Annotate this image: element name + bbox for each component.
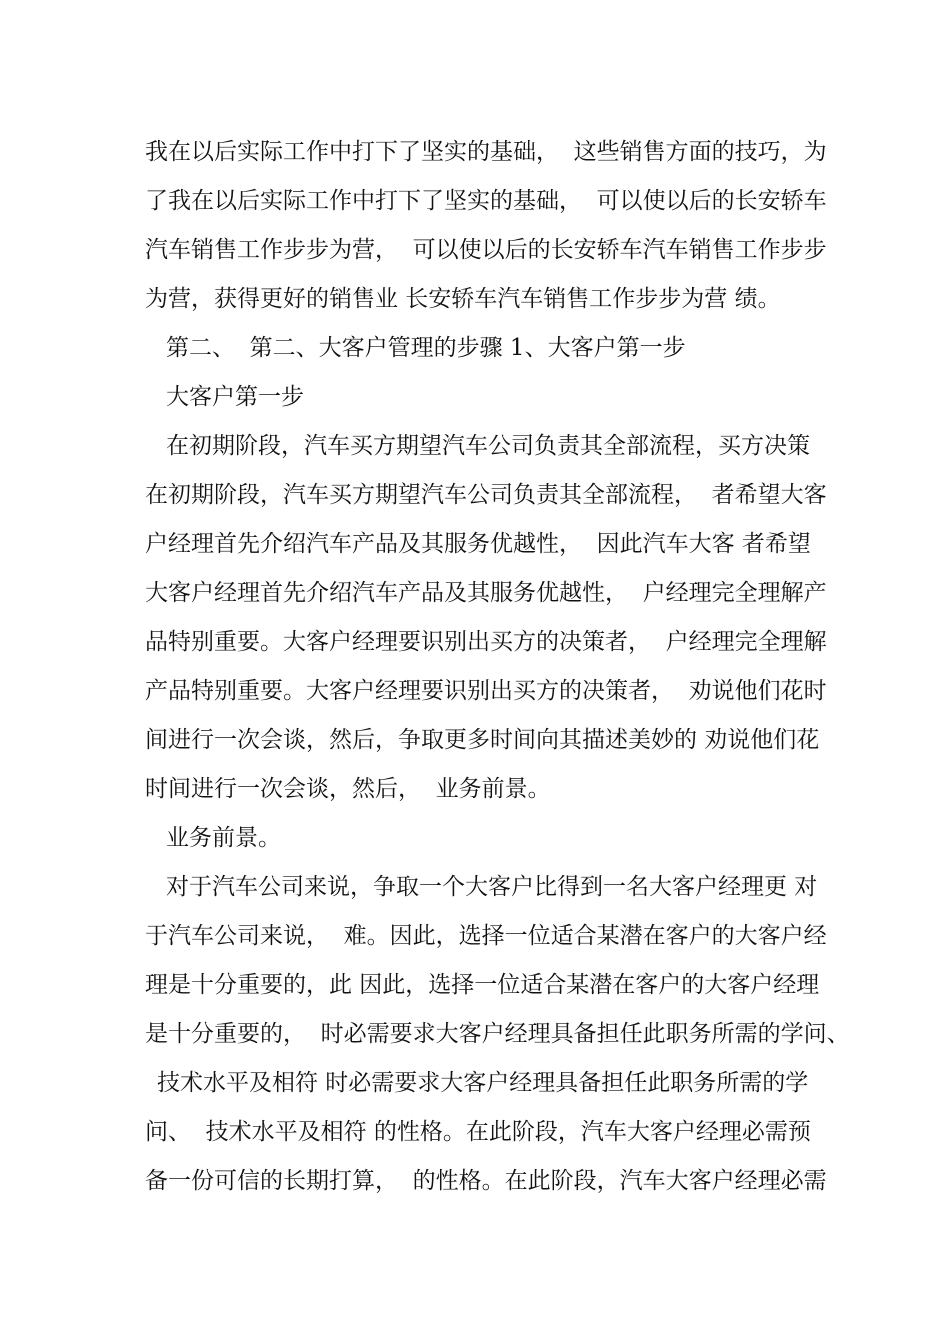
text-line: 间进行一次会谈，然后，争取更多时间向其描述美妙的 劝说他们花 <box>145 727 820 753</box>
text-line: 业务前景。 <box>166 825 281 851</box>
text-line: 品特别重要。大客户经理要识别出买方的决策者， 户经理完全理解 <box>145 629 827 655</box>
text-line: 问、 技术水平及相符 的性格。在此阶段，汽车大客户经理必需预 <box>145 1119 811 1145</box>
text-line: 于汽车公司来说， 难。因此，选择一位适合某潜在客户的大客户经 <box>145 923 827 949</box>
text-line: 第二、 第二、大客户管理的步骤 1、大客户第一步 <box>166 335 686 361</box>
text-line: 大客户经理首先介绍汽车产品及其服务优越性， 户经理完全理解产 <box>145 580 827 606</box>
text-line: 备一份可信的长期打算， 的性格。在此阶段，汽车大客户经理必需 <box>145 1168 827 1194</box>
text-line: 是十分重要的， 时必需要求大客户经理具备担任此职务所需的学问、 <box>145 1021 850 1047</box>
text-line: 在初期阶段，汽车买方期望汽车公司负责其全部流程，买方决策 <box>166 433 810 459</box>
text-line: 对于汽车公司来说，争取一个大客户比得到一名大客户经理更 对 <box>166 874 818 900</box>
text-line: 技术水平及相符 时必需要求大客户经理具备担任此职务所需的学 <box>157 1070 809 1096</box>
text-line: 为营，获得更好的销售业 长安轿车汽车销售工作步步为营 绩。 <box>145 286 781 312</box>
text-line: 户经理首先介绍汽车产品及其服务优越性， 因此汽车大客 者希望 <box>145 531 811 557</box>
text-line: 了我在以后实际工作中打下了坚实的基础， 可以使以后的长安轿车 <box>145 188 827 214</box>
text-line: 大客户第一步 <box>166 384 304 410</box>
text-line: 理是十分重要的，此 因此，选择一位适合某潜在客户的大客户经理 <box>145 972 820 998</box>
text-line: 产品特别重要。大客户经理要识别出买方的决策者， 劝说他们花时 <box>145 678 827 704</box>
text-line: 在初期阶段，汽车买方期望汽车公司负责其全部流程， 者希望大客 <box>145 482 827 508</box>
text-line: 汽车销售工作步步为营， 可以使以后的长安轿车汽车销售工作步步 <box>145 237 827 263</box>
text-line: 我在以后实际工作中打下了坚实的基础， 这些销售方面的技巧，为 <box>145 139 827 165</box>
text-line: 时间进行一次会谈，然后， 业务前景。 <box>145 776 551 802</box>
